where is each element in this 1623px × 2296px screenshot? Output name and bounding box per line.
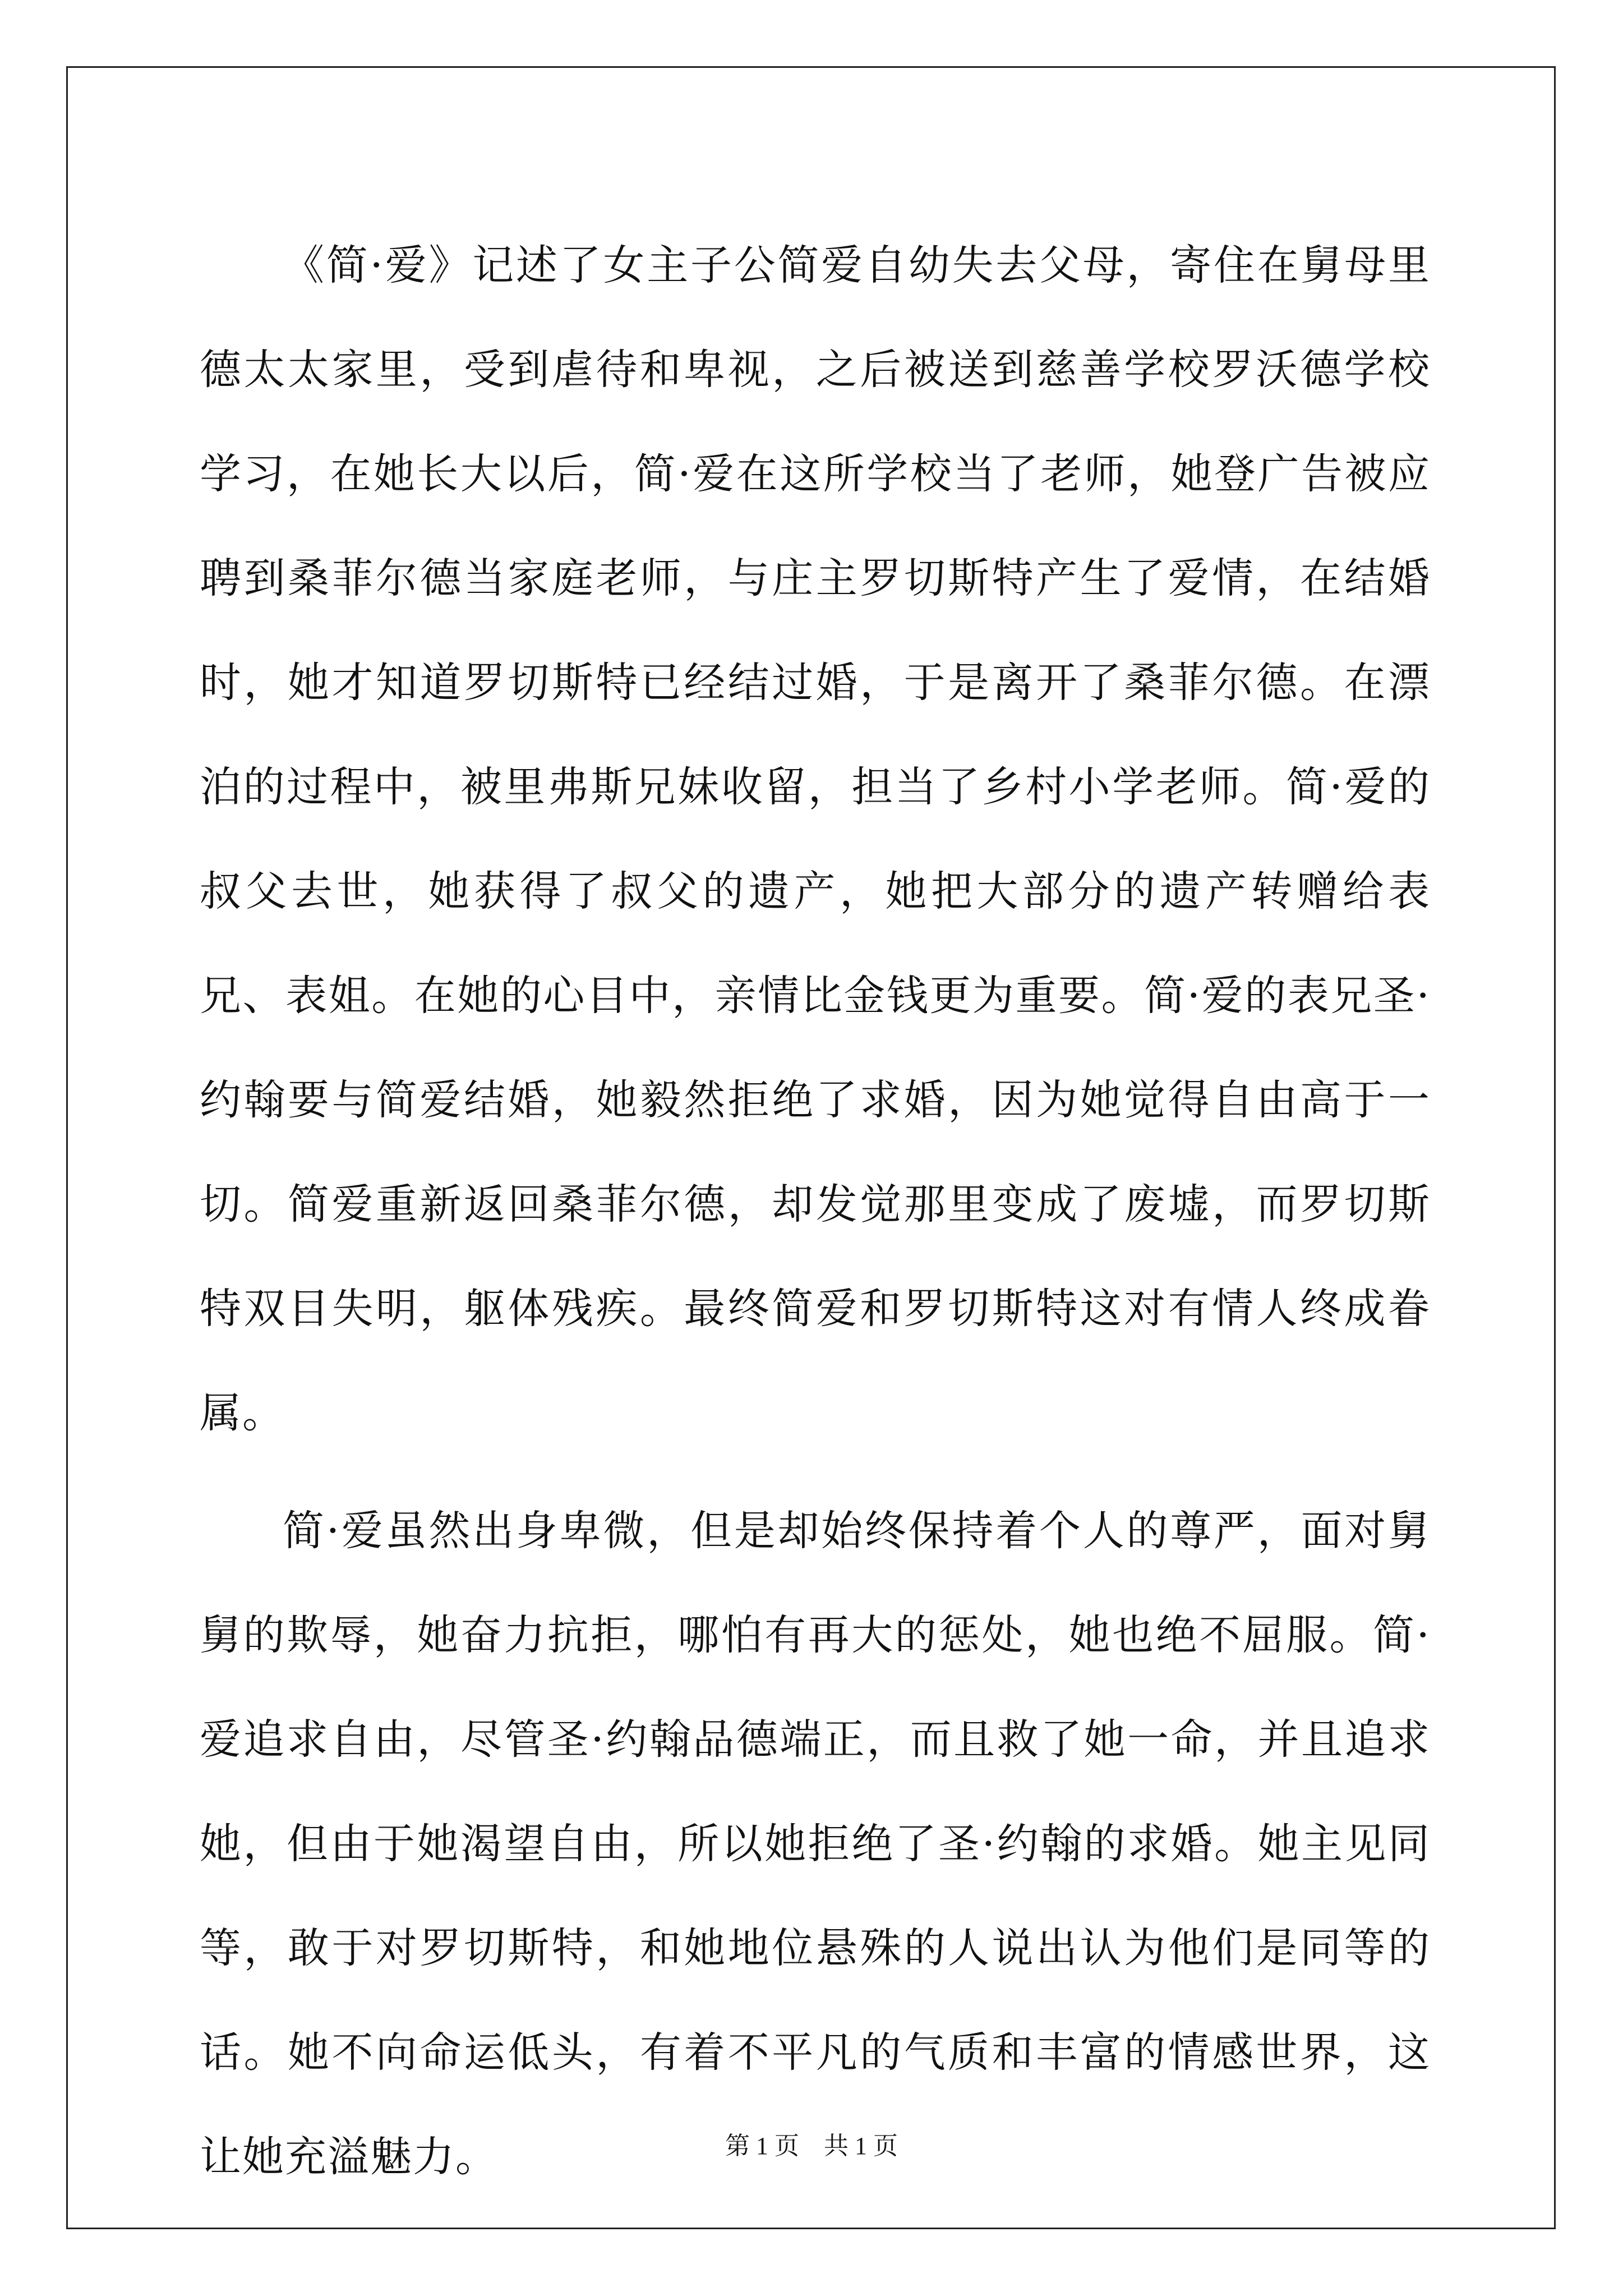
paragraph-1: 《简·爱》记述了女主子公简爱自幼失去父母，寄住在舅母里德太太家里，受到虐待和卑视，之后被送到慈善学校罗沃德学校学习，在她长大以后，简·爱在这所学校当了老师，她登广告被应聘到桑菲尔德当家庭老师，与庄主罗切斯特产生了爱情，在结婚时，她才知道罗切斯特已经结过婚，于是离开了桑菲尔德。在漂泊的过程中，被里弗斯兄妹收留，担当了乡村小学老师。简·爱的叔父去世，她获得了叔父的遗产，她把大部分的遗产转赠给表兄、表姐。在她的心目中，亲情比金钱更为重要。简·爱的表兄圣·约翰要与简爱结婚，她毅然拒绝了求婚，因为她觉得自由高于一切。简爱重新返回桑菲尔德，却发觉那里变成了废墟，而罗切斯特双目失明，躯体残疾。最终简爱和罗切斯特这对有情人终成眷属。 xyxy=(200,241,1431,1437)
page-number: 第 1 页 共 1 页 xyxy=(725,2132,898,2160)
paragraph-2: 简·爱虽然出身卑微，但是却始终保持着个人的尊严，面对舅舅的欺辱，她奋力抗拒，哪怕有再大的惩处，她也绝不屈服。简·爱追求自由，尽管圣·约翰品德端正，而且救了她一命，并且追求她，但由于她渴望自由，所以她拒绝了圣·约翰的求婚。她主见同等，敢于对罗切斯特，和她地位悬殊的人说出认为他们是同等的话。她不向命运低头，有着不平凡的气质和丰富的情感世界，这让她充溢魅力。 xyxy=(200,1507,1431,2181)
document-body xyxy=(200,213,1431,2223)
page-footer xyxy=(0,2129,1623,2163)
